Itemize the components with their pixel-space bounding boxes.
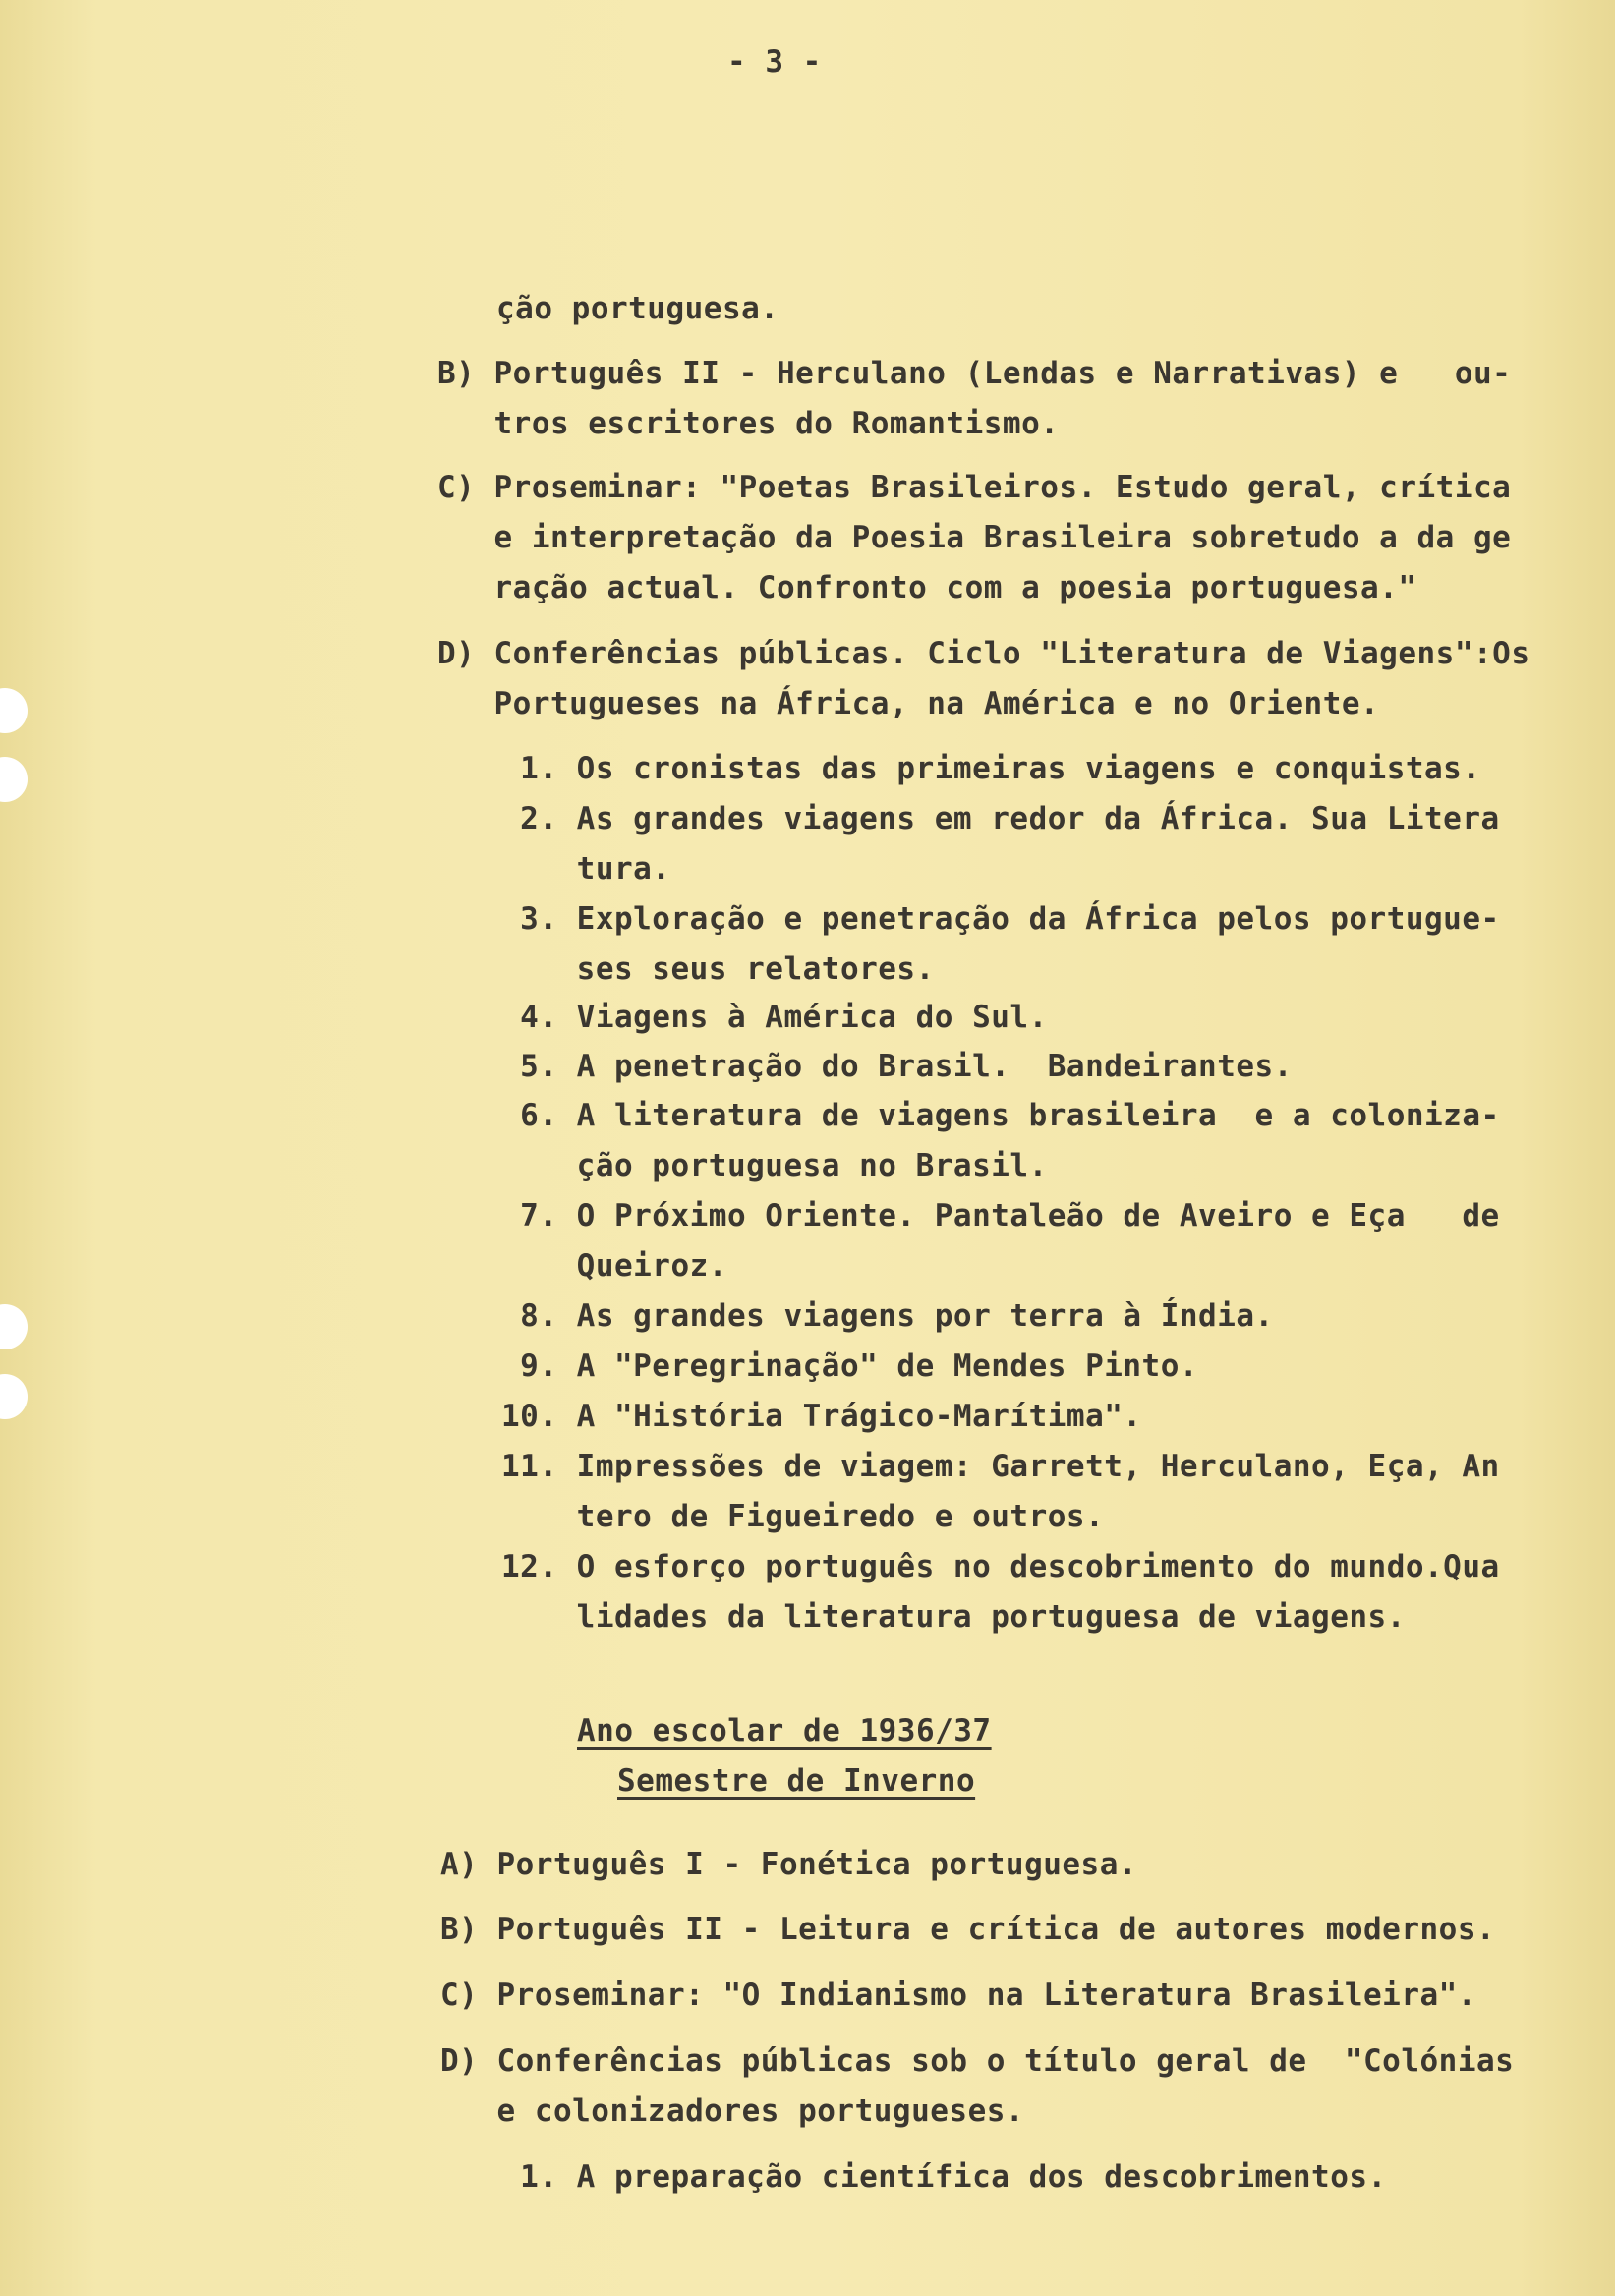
section-subheading: Semestre de Inverno [617,1763,976,1799]
text-line: C) Proseminar: "Poetas Brasileiros. Estudo geral, crítica [437,470,1512,505]
text-line: 6. A literatura de viagens brasileira e a coloniza- [501,1098,1500,1133]
text-line: 4. Viagens à América do Sul. [501,1000,1048,1035]
section-heading: Ano escolar de 1936/37 [577,1713,992,1749]
text-line: Queiroz. [501,1248,727,1284]
text-line: lidades da literatura portuguesa de viagens. [501,1599,1406,1635]
text-line: 12. O esforço português no descobrimento do mundo.Qua [501,1549,1500,1584]
text-line: B) Português II - Herculano (Lendas e Narrativas) e ou- [437,356,1512,391]
text-line: tura. [501,851,671,887]
text-line: D) Conferências públicas. Ciclo "Literatura de Viagens":Os [437,636,1530,671]
text-line: ção portuguesa. [496,291,779,326]
text-line: 1. A preparação científica dos descobrimentos. [501,2159,1387,2195]
text-line: 7. O Próximo Oriente. Pantaleão de Aveiro e Eça de [501,1198,1500,1234]
text-line: 10. A "História Trágico-Marítima". [501,1399,1142,1434]
text-line: A) Português I - Fonética portuguesa. [440,1847,1138,1882]
text-line: 3. Exploração e penetração da África pelos portugue- [501,901,1500,937]
text-line: tero de Figueiredo e outros. [501,1499,1105,1534]
text-line: e colonizadores portugueses. [440,2094,1025,2129]
text-line: ção portuguesa no Brasil. [501,1148,1048,1183]
text-line: Portugueses na África, na América e no Oriente. [437,686,1380,721]
text-line: 11. Impressões de viagem: Garrett, Herculano, Eça, An [501,1449,1500,1484]
text-line: 2. As grandes viagens em redor da África. Sua Litera [501,801,1500,836]
text-line: B) Português II - Leitura e crítica de autores modernos. [440,1912,1496,1947]
text-line: 1. Os cronistas das primeiras viagens e conquistas. [501,751,1481,786]
text-line: ses seus relatores. [501,951,935,987]
text-line: C) Proseminar: "O Indianismo na Literatura Brasileira". [440,1978,1476,2013]
text-line: 9. A "Peregrinação" de Mendes Pinto. [501,1349,1199,1384]
text-line: D) Conferências públicas sob o título geral de "Colónias [440,2043,1515,2079]
text-line: e interpretação da Poesia Brasileira sobretudo a da ge [437,520,1512,555]
text-line: tros escritores do Romantismo. [437,406,1060,441]
text-line: 5. A penetração do Brasil. Bandeirantes. [501,1049,1293,1084]
page-number: - 3 - [727,44,822,80]
text-line: 8. As grandes viagens por terra à Índia. [501,1298,1274,1334]
text-line: ração actual. Confronto com a poesia portuguesa." [437,570,1417,605]
